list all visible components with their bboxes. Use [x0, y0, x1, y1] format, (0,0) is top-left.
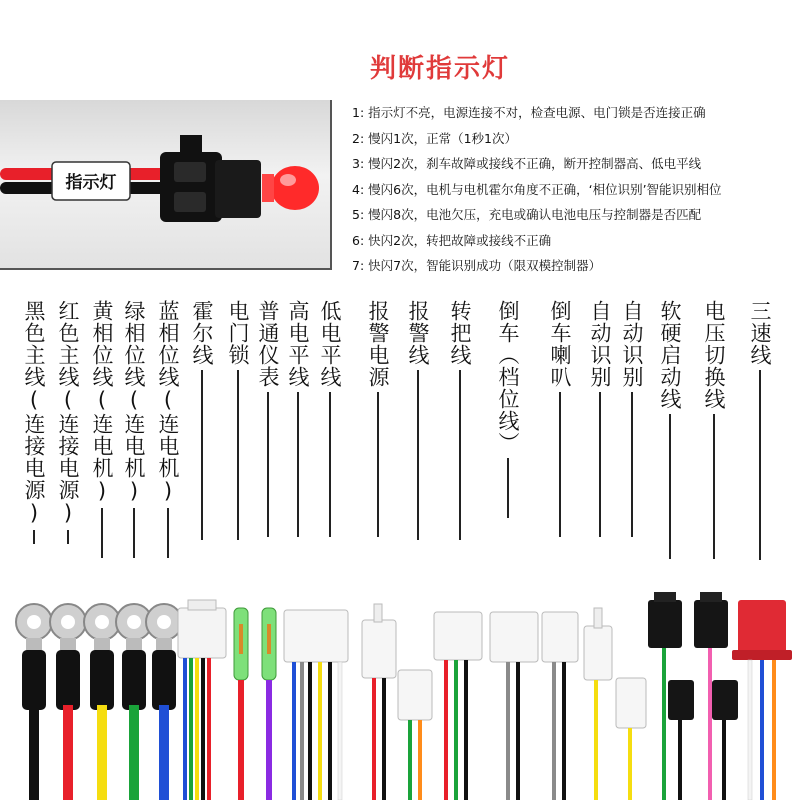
wire-label-high-level — [286, 300, 309, 537]
wire-label-yellow-phase — [90, 300, 113, 558]
wire-label-text: 倒车（档位线） — [496, 300, 520, 454]
leader-line — [631, 392, 633, 537]
wire-label-text: 普通仪表 — [256, 300, 280, 388]
wire-label-text: 自动识别 — [620, 300, 644, 388]
list-item: 2: 慢闪1次，正常（1秒1次） — [352, 130, 517, 146]
wire-label-meter — [256, 300, 279, 537]
leader-line — [133, 508, 135, 558]
list-item: 3: 慢闪2次，刹车故障或接线不正确，断开控制器高、低电平线 — [352, 156, 702, 171]
leader-line — [713, 414, 715, 559]
three-speed-connector — [732, 600, 792, 800]
wire-label-text: 低电平线 — [318, 300, 342, 388]
reverse-gear-connector — [490, 612, 538, 800]
wire-label-blue-phase — [156, 300, 179, 558]
leader-line — [507, 458, 509, 518]
indicator-light-photo — [0, 100, 332, 270]
leader-line — [237, 370, 239, 540]
alarm-power-connector — [362, 604, 396, 800]
leader-line — [297, 392, 299, 537]
soft-hard-start-connector — [648, 592, 694, 800]
list-item: 5: 慢闪8次，电池欠压，充电或确认电池电压与控制器是否匹配 — [352, 207, 702, 222]
indicator-meaning-list — [352, 100, 797, 279]
wire-label-text: 黄相位线(连电机) — [90, 300, 114, 504]
voltage-switch-connector — [694, 592, 738, 800]
ring-terminal-black — [16, 604, 52, 800]
alarm-connector — [398, 670, 432, 800]
wire-label-text: 霍尔线 — [190, 300, 214, 366]
photo-label: 指示灯 — [65, 173, 117, 193]
leader-line — [559, 392, 561, 537]
wire-label-text: 高电平线 — [286, 300, 310, 388]
key-switch-terminals — [234, 608, 276, 800]
wire-label-three-speed — [748, 300, 771, 560]
wire-label-text: 自动识别 — [588, 300, 612, 388]
leader-line — [101, 508, 103, 558]
leader-line — [669, 414, 671, 559]
leader-line — [67, 530, 69, 544]
wire-label-text: 报警线 — [406, 300, 430, 366]
wire-label-text: 倒车喇叭 — [548, 300, 572, 388]
wire-label-text: 黑色主线(连接电源) — [22, 300, 46, 526]
list-item: 6: 快闪2次，转把故障或接线不正确 — [352, 232, 552, 248]
auto-identify-connector-2 — [616, 678, 646, 800]
leader-line — [377, 392, 379, 537]
indicator-title: 判断指示灯 — [370, 54, 511, 84]
wire-label-text: 电压切换线 — [702, 300, 726, 410]
list-item: 4: 慢闪6次，电机与电机霍尔角度不正确，‘相位识别’智能识别相位 — [352, 181, 722, 197]
indicator-light-illustration — [0, 100, 332, 270]
ring-terminal-red — [50, 604, 86, 800]
leader-line — [417, 370, 419, 540]
wire-label-hall — [190, 300, 213, 540]
leader-line — [329, 392, 331, 537]
wire-label-soft-hard-start — [658, 300, 681, 559]
wire-label-text: 软硬启动线 — [658, 300, 682, 410]
wire-label-text: 蓝相位线(连电机) — [156, 300, 180, 504]
wire-label-text: 报警电源 — [366, 300, 390, 388]
hall-connector — [178, 600, 226, 800]
leader-line — [267, 392, 269, 537]
leader-line — [201, 370, 203, 540]
auto-identify-connector-1 — [584, 608, 612, 800]
ring-terminal-yellow — [84, 604, 120, 800]
wire-label-alarm-power — [366, 300, 389, 537]
list-item: 1: 指示灯不亮，电源连接不对，检查电源、电门锁是否连接正确 — [352, 105, 706, 120]
wire-label-text: 绿相位线(连电机) — [122, 300, 146, 504]
wire-label-red-main — [56, 300, 79, 544]
wire-label-low-level — [318, 300, 341, 537]
wire-label-voltage-switch — [702, 300, 725, 559]
wire-label-text: 转把线 — [448, 300, 472, 366]
leader-line — [459, 370, 461, 540]
wire-label-throttle — [448, 300, 471, 540]
wire-label-reverse-gear — [496, 300, 519, 518]
list-item: 7: 快闪7次，智能识别成功（限双模控制器） — [352, 258, 602, 273]
wire-label-key-switch — [226, 300, 249, 540]
ring-terminal-green — [116, 604, 152, 800]
wire-harness-illustration — [0, 580, 800, 800]
wire-label-text: 三速线 — [748, 300, 772, 366]
leader-line — [759, 370, 761, 560]
wire-label-text: 电门锁 — [226, 300, 250, 366]
throttle-connector — [434, 612, 482, 800]
leader-line — [33, 530, 35, 544]
wire-label-green-phase — [122, 300, 145, 558]
leader-line — [167, 508, 169, 558]
wire-label-reverse-horn — [548, 300, 571, 537]
wire-label-alarm — [406, 300, 429, 540]
leader-line — [599, 392, 601, 537]
wire-label-auto-identify-1 — [588, 300, 611, 537]
wire-label-black-main — [22, 300, 45, 544]
reverse-horn-connector — [542, 612, 578, 800]
ring-terminal-blue — [146, 604, 182, 800]
wire-label-text: 红色主线(连接电源) — [56, 300, 80, 526]
wire-label-auto-identify-2 — [620, 300, 643, 537]
level-connector — [284, 610, 348, 800]
